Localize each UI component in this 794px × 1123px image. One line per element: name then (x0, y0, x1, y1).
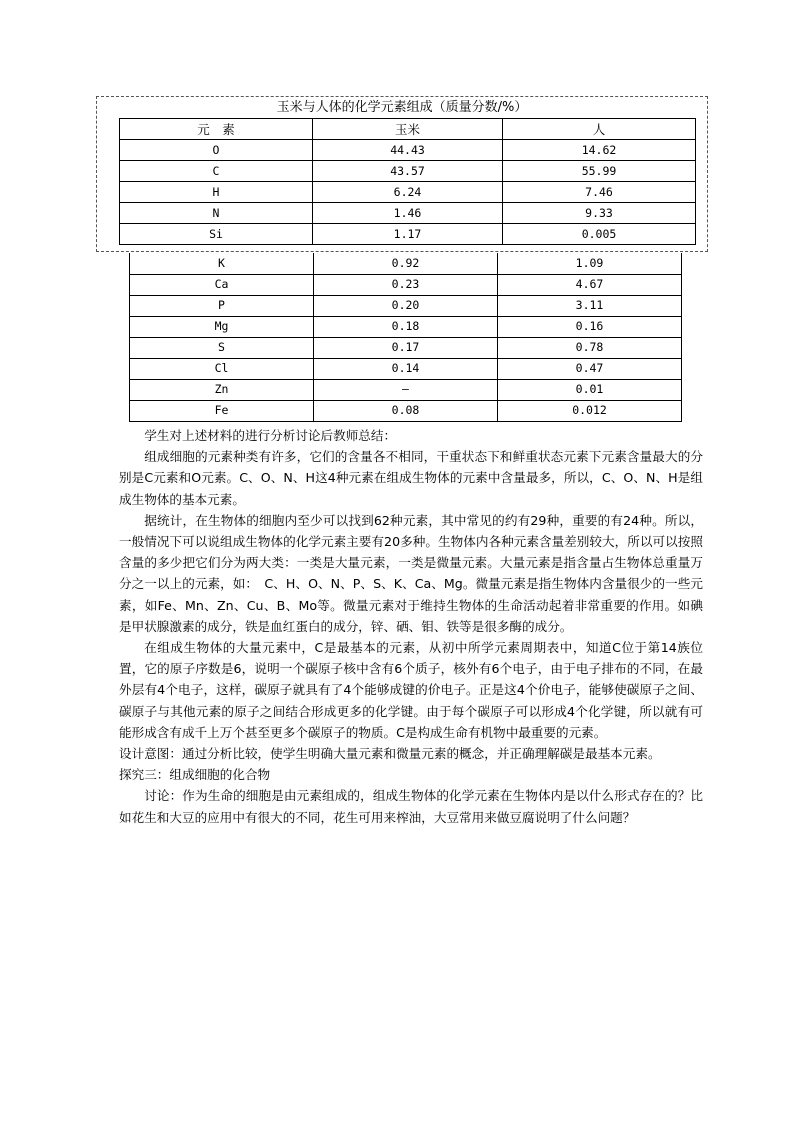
header-element: 元 素 (120, 119, 313, 140)
cell-element: Fe (130, 400, 314, 421)
paragraph-carbon: 在组成生物体的大量元素中，C是最基本的元素，从初中所学元素周期表中，知道C位于第14族位置，它的原子序数是6，说明一个碳原子核中含有6个质子，核外有6个电子，由于电子排布的不同，在最外层有4个电子，这样，碳原子就具有了4个能够成键的价电子。正是这4个价电子，能够使碳原子之间、碳原子与其他元素的原子之间结合形成更多的化学键。由于每个碳原子可以形成4个化学键，所以就有可能形成含有成千上万个甚至更多个碳原子的物质。C是构成生命有机物中最重要的元素。 (119, 640, 703, 740)
cell-element: Mg (130, 316, 314, 337)
table-row (130, 295, 682, 316)
cell-human: 0.47 (498, 358, 682, 379)
cell-corn: 0.18 (314, 316, 498, 337)
cell-human: 14.62 (503, 140, 696, 161)
cell-human: 9.33 (503, 203, 696, 224)
cell-human: 4.67 (498, 274, 682, 295)
cell-human: 0.16 (498, 316, 682, 337)
cell-human: 0.01 (498, 379, 682, 400)
table-row (130, 337, 682, 358)
table-header-row (120, 119, 696, 140)
element-table-bottom (129, 253, 682, 422)
cell-element: H (120, 182, 313, 203)
cell-element: S (130, 337, 314, 358)
paragraph-basic-elements: 组成细胞的元素种类有许多，它们的含量各不相同，干重状态下和鲜重状态元素下元素含量最大的分别是C元素和O元素。C、O、N、H这4种元素在组成生物体的元素中含量最多，所以，C、O、N、H是组成生物体的基本元素。 (119, 449, 703, 507)
cell-corn: 0.92 (314, 253, 498, 274)
cell-human: 3.11 (498, 295, 682, 316)
paragraph-discussion: 讨论：作为生命的细胞是由元素组成的，组成生物体的化学元素在生物体内是以什么形式存在的？比如花生和大豆的应用中有很大的不同，花生可用来榨油，大豆常用来做豆腐说明了什么问题？ (119, 788, 703, 825)
table-row (120, 224, 696, 245)
cell-corn: 0.08 (314, 400, 498, 421)
cell-human: 1.09 (498, 253, 682, 274)
cell-element: N (120, 203, 313, 224)
cell-corn: 6.24 (313, 182, 503, 203)
cell-human: 0.005 (503, 224, 696, 245)
paragraph-intro: 学生对上述材料的进行分析讨论后教师总结： (144, 428, 397, 443)
cell-element: P (130, 295, 314, 316)
table-row (120, 140, 696, 161)
cell-element: Si (120, 224, 313, 245)
header-corn: 玉米 (313, 119, 503, 140)
body-text (119, 425, 703, 828)
cell-human: 0.78 (498, 337, 682, 358)
table-row (130, 358, 682, 379)
cell-corn: 1.46 (313, 203, 503, 224)
cell-human: 0.012 (498, 400, 682, 421)
cell-corn: 0.17 (314, 337, 498, 358)
cell-corn: 43.57 (313, 161, 503, 182)
cell-corn: 44.43 (313, 140, 503, 161)
cell-element: K (130, 253, 314, 274)
cell-element: O (120, 140, 313, 161)
cell-corn: 0.14 (314, 358, 498, 379)
table-caption: 玉米与人体的化学元素组成（质量分数/%） (276, 100, 528, 115)
cell-corn: 1.17 (313, 224, 503, 245)
table-row (130, 379, 682, 400)
section-heading: 探究三：组成细胞的化合物 (119, 767, 271, 783)
cell-human: 7.46 (503, 182, 696, 203)
table-row (120, 161, 696, 182)
cell-element: Cl (130, 358, 314, 379)
paragraph-macro-micro: 据统计，在生物体的细胞内至少可以找到62种元素，其中常见的约有29种，重要的有24种。所以，一般情况下可以说组成生物体的化学元素主要有20多种。生物体内各种元素含量差别较大，所以可以按照含量的多少把它们分为两大类：一类是大量元素，一类是微量元素。大量元素是指含量占生物体总重量万分之一以上的元素，如： C、H、O、N、P、S、K、Ca、Mg。微量元素是指生物体内含量很少的一些元素，如Fe、Mn、Zn、Cu、B、Mo等。微量元素对于维持生物体的生命活动起着非常重要的作用。如碘是甲状腺激素的成分，铁是血红蛋白的成分，锌、硒、钼、铁等是很多酶的成分。 (119, 512, 703, 634)
cell-human: 55.99 (503, 161, 696, 182)
cell-element: Ca (130, 274, 314, 295)
cell-corn: — (314, 379, 498, 400)
header-human: 人 (503, 119, 696, 140)
table-row (130, 316, 682, 337)
cell-element: Zn (130, 379, 314, 400)
table-row (130, 274, 682, 295)
cell-element: C (120, 161, 313, 182)
table-row (130, 253, 682, 274)
element-table-top (119, 118, 696, 245)
table-row (130, 400, 682, 421)
cell-corn: 0.20 (314, 295, 498, 316)
table-row (120, 182, 696, 203)
cell-corn: 0.23 (314, 274, 498, 295)
paragraph-design-intent: 设计意图：通过分析比较，使学生明确大量元素和微量元素的概念，并正确理解碳是最基本元素。 (119, 746, 661, 762)
table-row (120, 203, 696, 224)
